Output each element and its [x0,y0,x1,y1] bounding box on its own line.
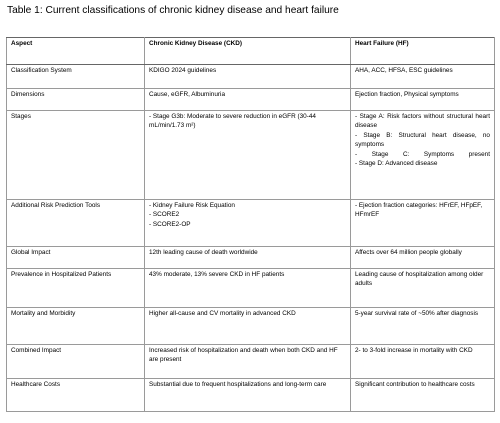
header-hf: Heart Failure (HF) [351,38,495,65]
row-hf [351,111,495,200]
row-aspect: Prevalence in Hospitalized Patients [7,269,145,308]
row-hf: Significant contribution to healthcare costs [351,379,495,412]
row-ckd: Increased risk of hospitalization and death when both CKD and HF are present [145,345,351,379]
row-ckd: 43% moderate, 13% severe CKD in HF patients [145,269,351,308]
row-ckd: Substantial due to frequent hospitalizations and long-term care [145,379,351,412]
row-aspect: Mortality and Morbidity [7,308,145,345]
ckd-tool-item: - Kidney Failure Risk Equation [149,201,346,210]
row-aspect: Additional Risk Prediction Tools [7,200,145,247]
row-aspect: Healthcare Costs [7,379,145,412]
row-hf: 2- to 3-fold increase in mortality with CKD [351,345,495,379]
row-ckd [145,200,351,247]
row-hf: AHA, ACC, HFSA, ESC guidelines [351,65,495,89]
row-ckd: - Stage G3b: Moderate to severe reduction in eGFR (30-44 mL/min/1.73 m²) [145,111,351,200]
row-ckd: KDIGO 2024 guidelines [145,65,351,89]
row-aspect: Dimensions [7,89,145,111]
classification-table [6,37,495,412]
hf-stage-item: - Stage D: Advanced disease [355,160,438,168]
row-ckd: Cause, eGFR, Albuminuria [145,89,351,111]
table-row [7,308,495,345]
row-ckd: Higher all-cause and CV mortality in advanced CKD [145,308,351,345]
row-hf: Ejection fraction, Physical symptoms [351,89,495,111]
hf-stage-item: - Stage B: Structural heart disease, no symptoms [355,131,490,149]
row-hf: - Ejection fraction categories: HFrEF, HFpEF, HFmrEF [351,200,495,247]
row-aspect: Classification System [7,65,145,89]
hf-stage-item: - Stage C: Symptoms present [355,150,490,158]
table-row [7,379,495,412]
table-row [7,200,495,247]
row-ckd: 12th leading cause of death worldwide [145,247,351,269]
table-row [7,345,495,379]
row-hf: 5-year survival rate of ~50% after diagnosis [351,308,495,345]
table-row [7,65,495,89]
table-caption: Table 1: Current classifications of chronic kidney disease and heart failure [7,5,339,16]
row-hf: Leading cause of hospitalization among older adults [351,269,495,308]
table-row [7,89,495,111]
row-aspect: Combined Impact [7,345,145,379]
row-aspect: Stages [7,111,145,200]
header-aspect: Aspect [7,38,145,65]
table-row [7,269,495,308]
table-row [7,247,495,269]
ckd-tool-item: - SCORE2-OP [149,220,346,229]
hf-stage-item: - Stage A: Risk factors without structural heart disease [355,113,490,130]
table-header-row [7,38,495,65]
row-hf: Affects over 64 million people globally [351,247,495,269]
row-aspect: Global Impact [7,247,145,269]
header-ckd: Chronic Kidney Disease (CKD) [145,38,351,65]
table-row [7,111,495,200]
ckd-tool-item: - SCORE2 [149,210,346,219]
